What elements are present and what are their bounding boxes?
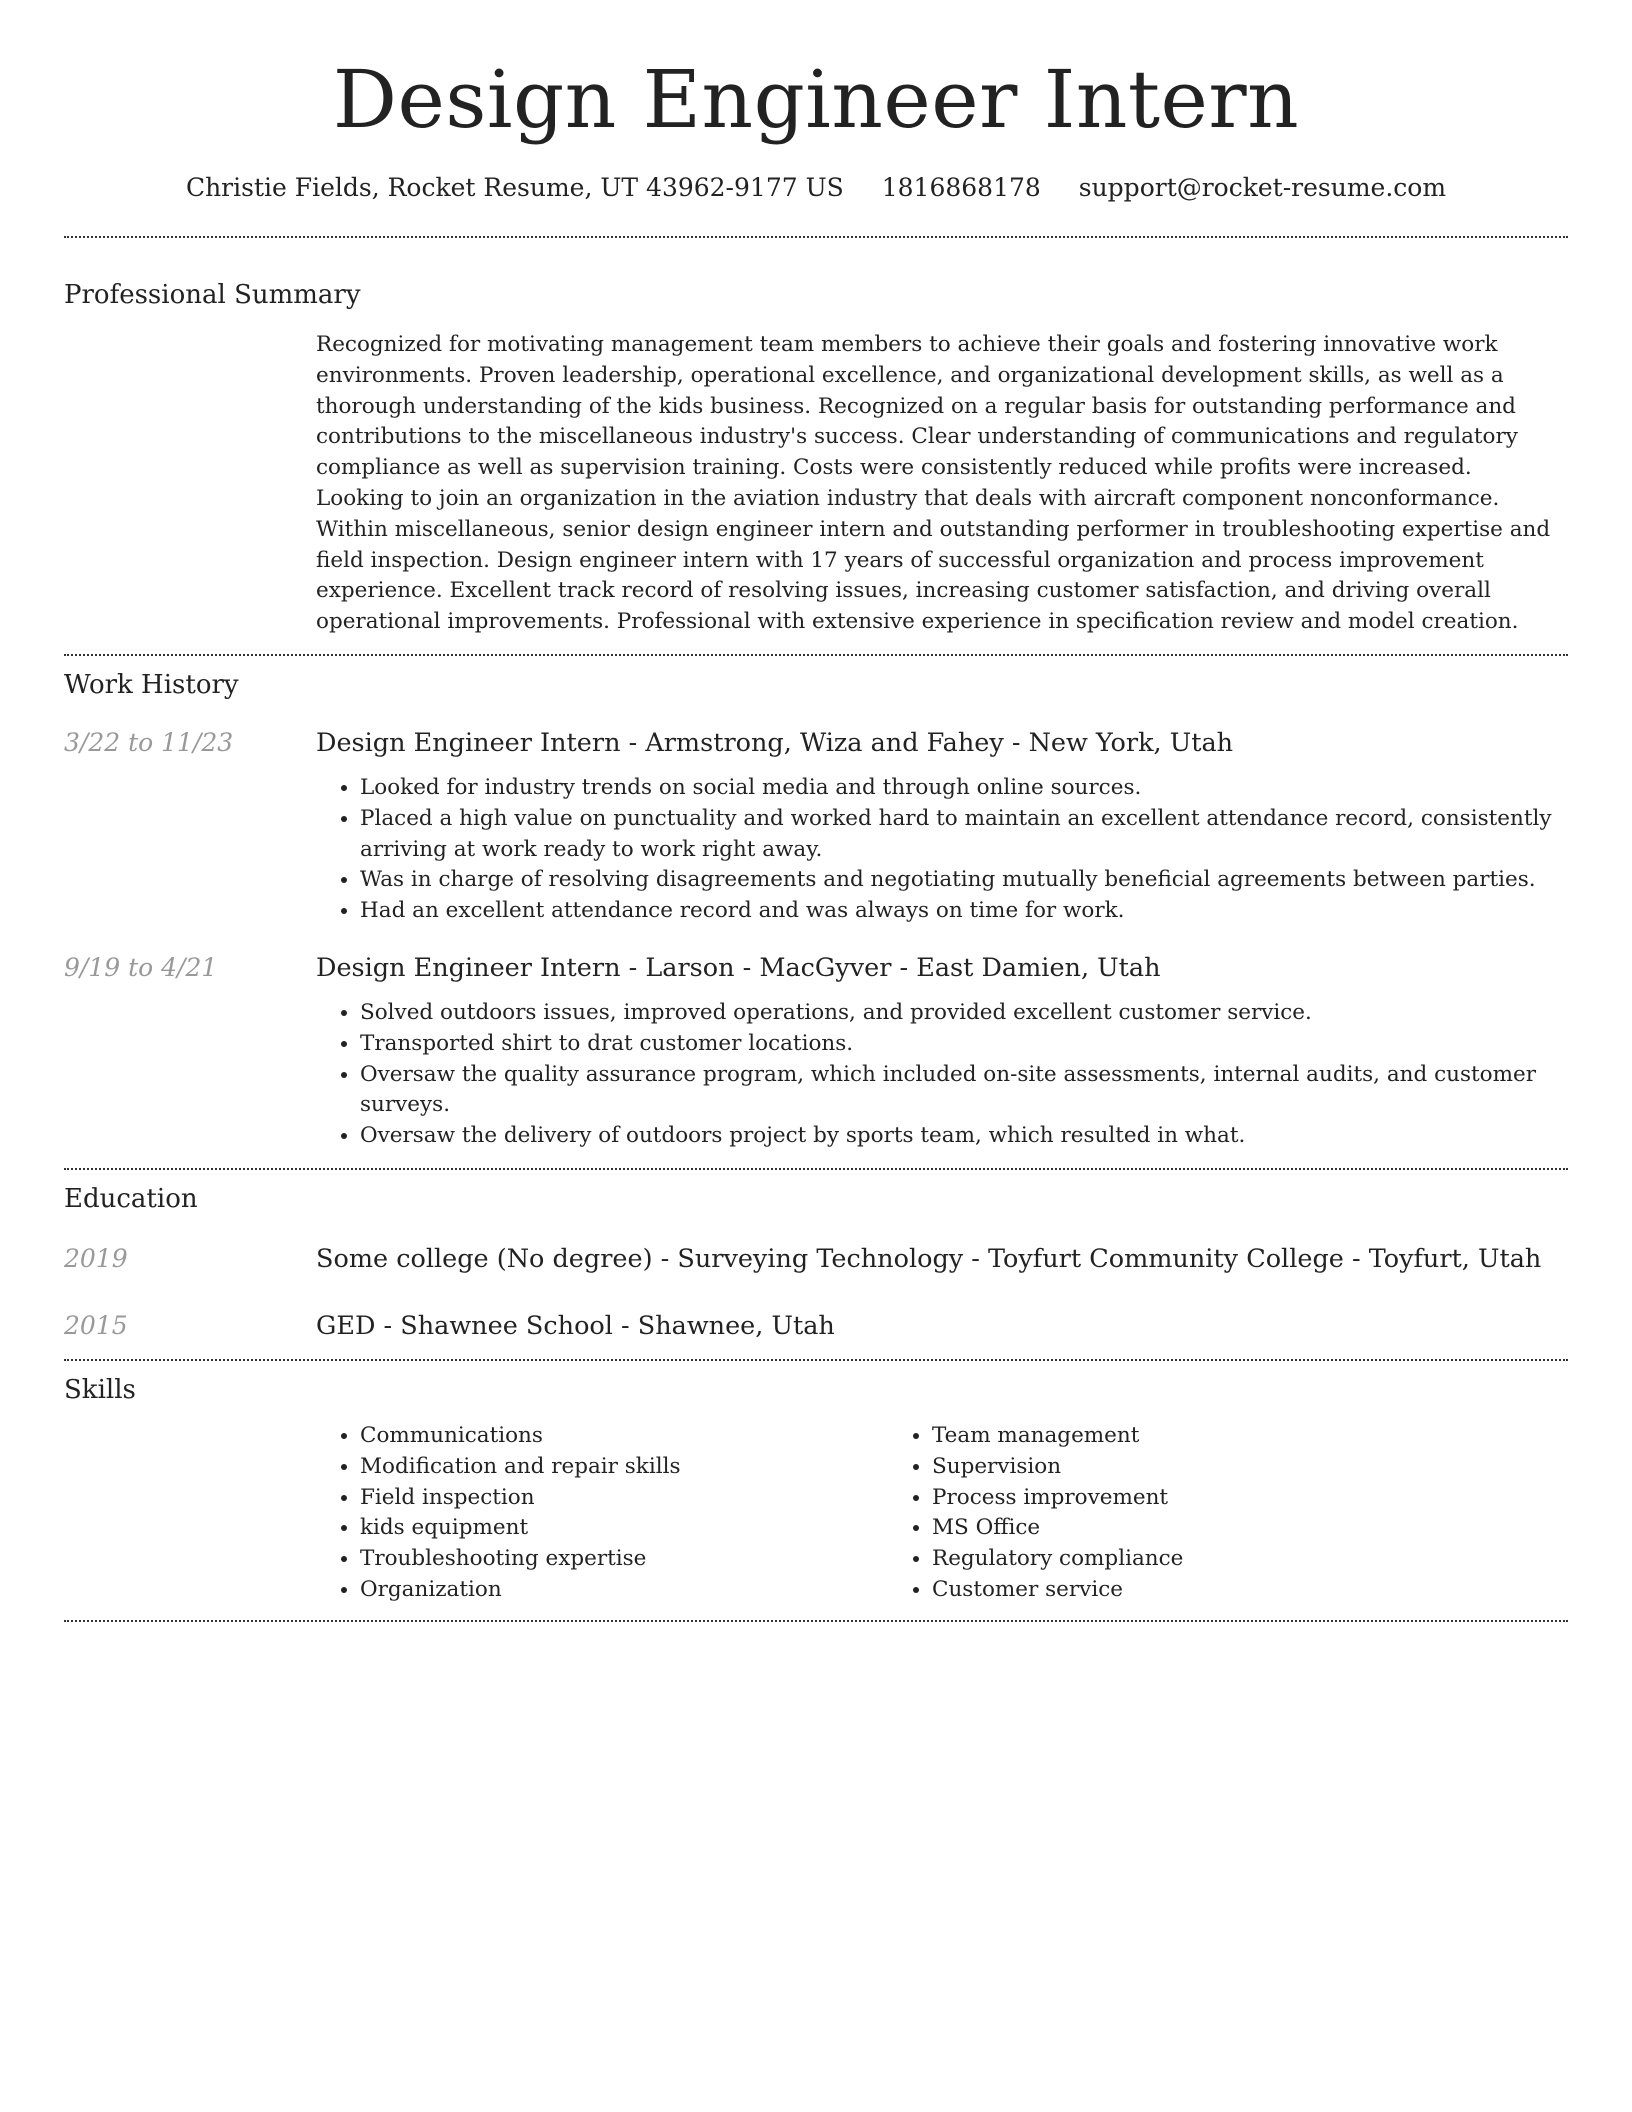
job-title: Design Engineer Intern - Armstrong, Wiza and Fahey - New York, Utah: [316, 727, 1234, 758]
job-dates: 3/22 to 11/23: [64, 727, 234, 757]
divider: [64, 236, 1568, 238]
contact-address: Christie Fields, Rocket Resume, UT 43962-9177 US: [185, 173, 844, 202]
skill-item: • Modification and repair skills: [360, 1452, 888, 1483]
job-bullet: • Placed a high value on punctuality and worked hard to maintain an excellent attendance record, consistently arriving at work ready to work right away.: [360, 804, 1568, 866]
job-entry: [64, 726, 1568, 927]
education-year: 2015: [64, 1310, 128, 1340]
education-heading: Education: [64, 1183, 198, 1214]
job-bullet: • Looked for industry trends on social media and through online sources.: [360, 773, 1568, 804]
job-entry: [64, 951, 1568, 1152]
education-title: GED - Shawnee School - Shawnee, Utah: [316, 1310, 835, 1341]
skill-item: • Regulatory compliance: [932, 1544, 1460, 1575]
skills-list-left: [316, 1421, 888, 1606]
work-history-heading: Work History: [64, 669, 239, 700]
job-dates: 9/19 to 4/21: [64, 952, 218, 982]
divider: [64, 1168, 1568, 1170]
education-body: [316, 1242, 1568, 1276]
skill-item: • Customer service: [932, 1575, 1460, 1606]
job-bullet: • Oversaw the delivery of outdoors project by sports team, which resulted in what.: [360, 1121, 1568, 1152]
summary-text: Recognized for motivating management team members to achieve their goals and fostering innovative work environments. Proven leadership, operational excellence, and organizational development skills, as well as a thorough understanding of the kids business. Recognized on a regular basis for outstanding performance and contributions to the miscellaneous industry's success. Clear understanding of communications and regulatory compliance as well as supervision training. Costs were consistently reduced while profits were increased. Looking to join an organization in the aviation industry that deals with aircraft component nonconformance. Within miscellaneous, senior design engineer intern and outstanding performer in troubleshooting expertise and field inspection. Design engineer intern with 17 years of successful organization and process improvement experience. Excellent track record of resolving issues, increasing customer satisfaction, and driving overall operational improvements. Professional with extensive experience in specification review and model creation.: [316, 332, 1551, 635]
skills-columns: [316, 1421, 1568, 1606]
divider: [64, 1620, 1568, 1622]
job-bullets: [316, 773, 1568, 927]
skill-item: • Troubleshooting expertise: [360, 1544, 888, 1575]
contact-line: [64, 170, 1568, 206]
divider: [64, 654, 1568, 656]
skill-item: • Process improvement: [932, 1483, 1460, 1514]
contact-phone: 1816868178: [881, 173, 1041, 202]
skill-item: • Supervision: [932, 1452, 1460, 1483]
job-bullet: • Oversaw the quality assurance program, which included on-site assessments, internal audits, and customer surveys.: [360, 1060, 1568, 1122]
skill-item: • Field inspection: [360, 1483, 888, 1514]
job-bullets: [316, 998, 1568, 1152]
education-entry: [64, 1242, 1568, 1276]
contact-email: support@rocket-resume.com: [1078, 173, 1447, 202]
resume-title: Design Engineer Intern: [332, 53, 1300, 146]
skills-heading: Skills: [64, 1374, 136, 1405]
education-entry: [64, 1309, 1568, 1343]
education-title: Some college (No degree) - Surveying Technology - Toyfurt Community College - Toyfurt, Utah: [316, 1243, 1542, 1274]
job-body: [316, 726, 1568, 927]
job-title: Design Engineer Intern - Larson - MacGyver - East Damien, Utah: [316, 952, 1161, 983]
job-bullet: • Transported shirt to drat customer locations.: [360, 1029, 1568, 1060]
job-bullet: • Solved outdoors issues, improved operations, and provided excellent customer service.: [360, 998, 1568, 1029]
resume-header: [64, 0, 1568, 206]
skill-item: • kids equipment: [360, 1513, 888, 1544]
skills-list-right: [888, 1421, 1460, 1606]
divider: [64, 1359, 1568, 1361]
job-bullet: • Had an excellent attendance record and was always on time for work.: [360, 896, 1568, 927]
education-year: 2019: [64, 1243, 128, 1273]
skill-item: • Organization: [360, 1575, 888, 1606]
summary-heading: Professional Summary: [64, 280, 361, 310]
job-body: [316, 951, 1568, 1152]
skill-item: • MS Office: [932, 1513, 1460, 1544]
education-body: [316, 1309, 1568, 1343]
skill-item: • Communications: [360, 1421, 888, 1452]
skill-item: • Team management: [932, 1421, 1460, 1452]
job-bullet: • Was in charge of resolving disagreements and negotiating mutually beneficial agreements between parties.: [360, 865, 1568, 896]
